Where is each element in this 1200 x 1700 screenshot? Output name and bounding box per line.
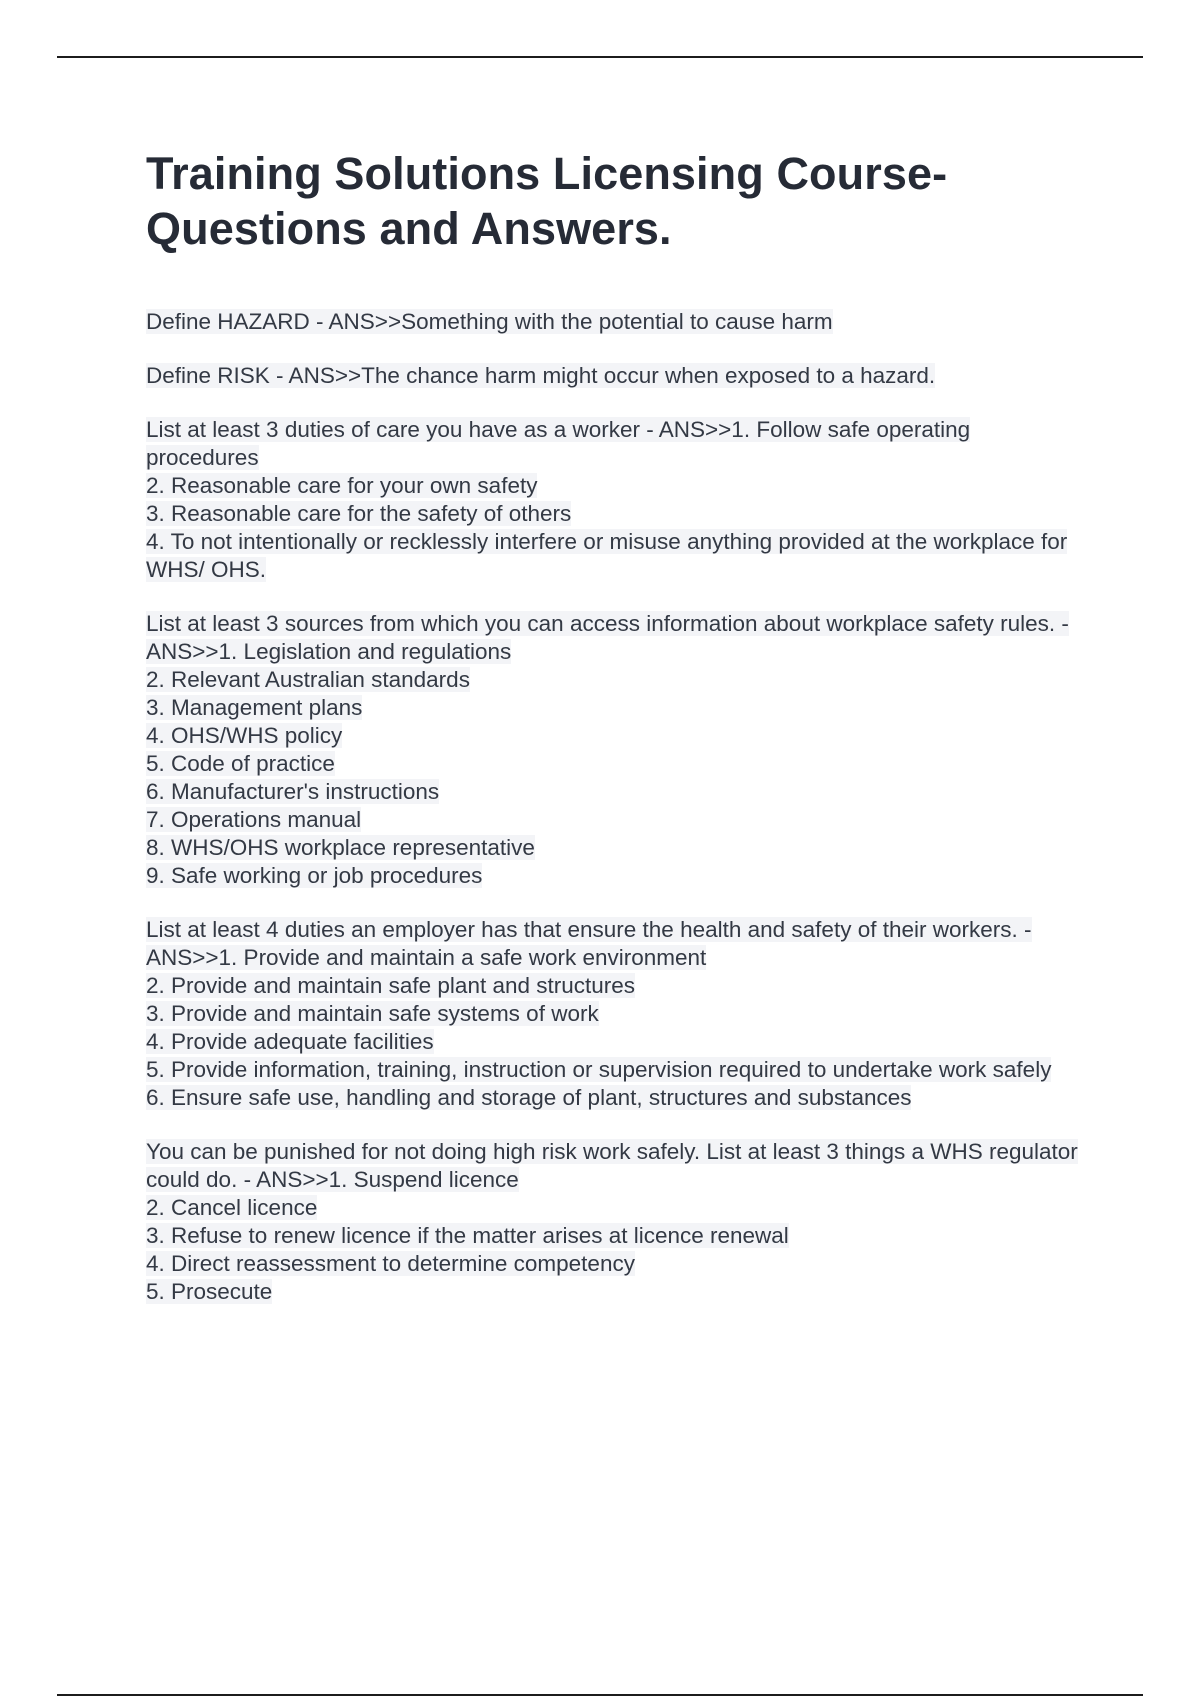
qa-line: 2. Relevant Australian standards [146, 667, 470, 692]
qa-line: 3. Management plans [146, 695, 363, 720]
qa-line: 9. Safe working or job procedures [146, 863, 483, 888]
document-body [146, 146, 1086, 1332]
qa-line: 7. Operations manual [146, 807, 362, 832]
qa-line: 4. Direct reassessment to determine competency [146, 1251, 635, 1276]
qa-line: 5. Provide information, training, instruction or supervision required to undertake work safely [146, 1057, 1052, 1082]
qa-line: 4. OHS/WHS policy [146, 723, 343, 748]
qa-line: 5. Code of practice [146, 751, 335, 776]
qa-line: 6. Manufacturer's instructions [146, 779, 440, 804]
qa-line: Define HAZARD - ANS>>Something with the potential to cause harm [146, 309, 833, 334]
qa-line: 3. Provide and maintain safe systems of work [146, 1001, 599, 1026]
qa-item-hazard [146, 308, 1086, 336]
qa-line: 3. Reasonable care for the safety of others [146, 501, 572, 526]
top-divider [57, 56, 1143, 58]
bottom-divider [57, 1694, 1143, 1696]
qa-line: 2. Reasonable care for your own safety [146, 473, 538, 498]
qa-item-regulator-actions [146, 1138, 1086, 1306]
qa-item-worker-duties [146, 416, 1086, 584]
qa-item-risk [146, 362, 1086, 390]
qa-item-employer-duties [146, 916, 1086, 1112]
qa-line: 5. Prosecute [146, 1279, 273, 1304]
qa-line: 4. Provide adequate facilities [146, 1029, 434, 1054]
qa-line: List at least 4 duties an employer has that ensure the health and safety of their workers. - ANS>>1. Provide and maintain a safe work environment [146, 917, 1032, 970]
qa-line: 2. Cancel licence [146, 1195, 318, 1220]
qa-line: List at least 3 sources from which you can access information about workplace safety rules. - ANS>>1. Legislation and regulations [146, 611, 1069, 664]
qa-line: 6. Ensure safe use, handling and storage of plant, structures and substances [146, 1085, 912, 1110]
qa-line: You can be punished for not doing high risk work safely. List at least 3 things a WHS regulator could do. - ANS>>1. Suspend licence [146, 1139, 1078, 1192]
qa-line: 3. Refuse to renew licence if the matter arises at licence renewal [146, 1223, 789, 1248]
qa-item-information-sources [146, 610, 1086, 890]
document-title: Training Solutions Licensing Course- Questions and Answers. [146, 148, 948, 254]
qa-line: List at least 3 duties of care you have as a worker - ANS>>1. Follow safe operating procedures [146, 417, 971, 470]
qa-line: 4. To not intentionally or recklessly interfere or misuse anything provided at the workplace for WHS/ OHS. [146, 529, 1068, 582]
qa-line: 8. WHS/OHS workplace representative [146, 835, 535, 860]
qa-line: Define RISK - ANS>>The chance harm might occur when exposed to a hazard. [146, 363, 936, 388]
qa-list [146, 308, 1086, 1306]
qa-line: 2. Provide and maintain safe plant and structures [146, 973, 636, 998]
